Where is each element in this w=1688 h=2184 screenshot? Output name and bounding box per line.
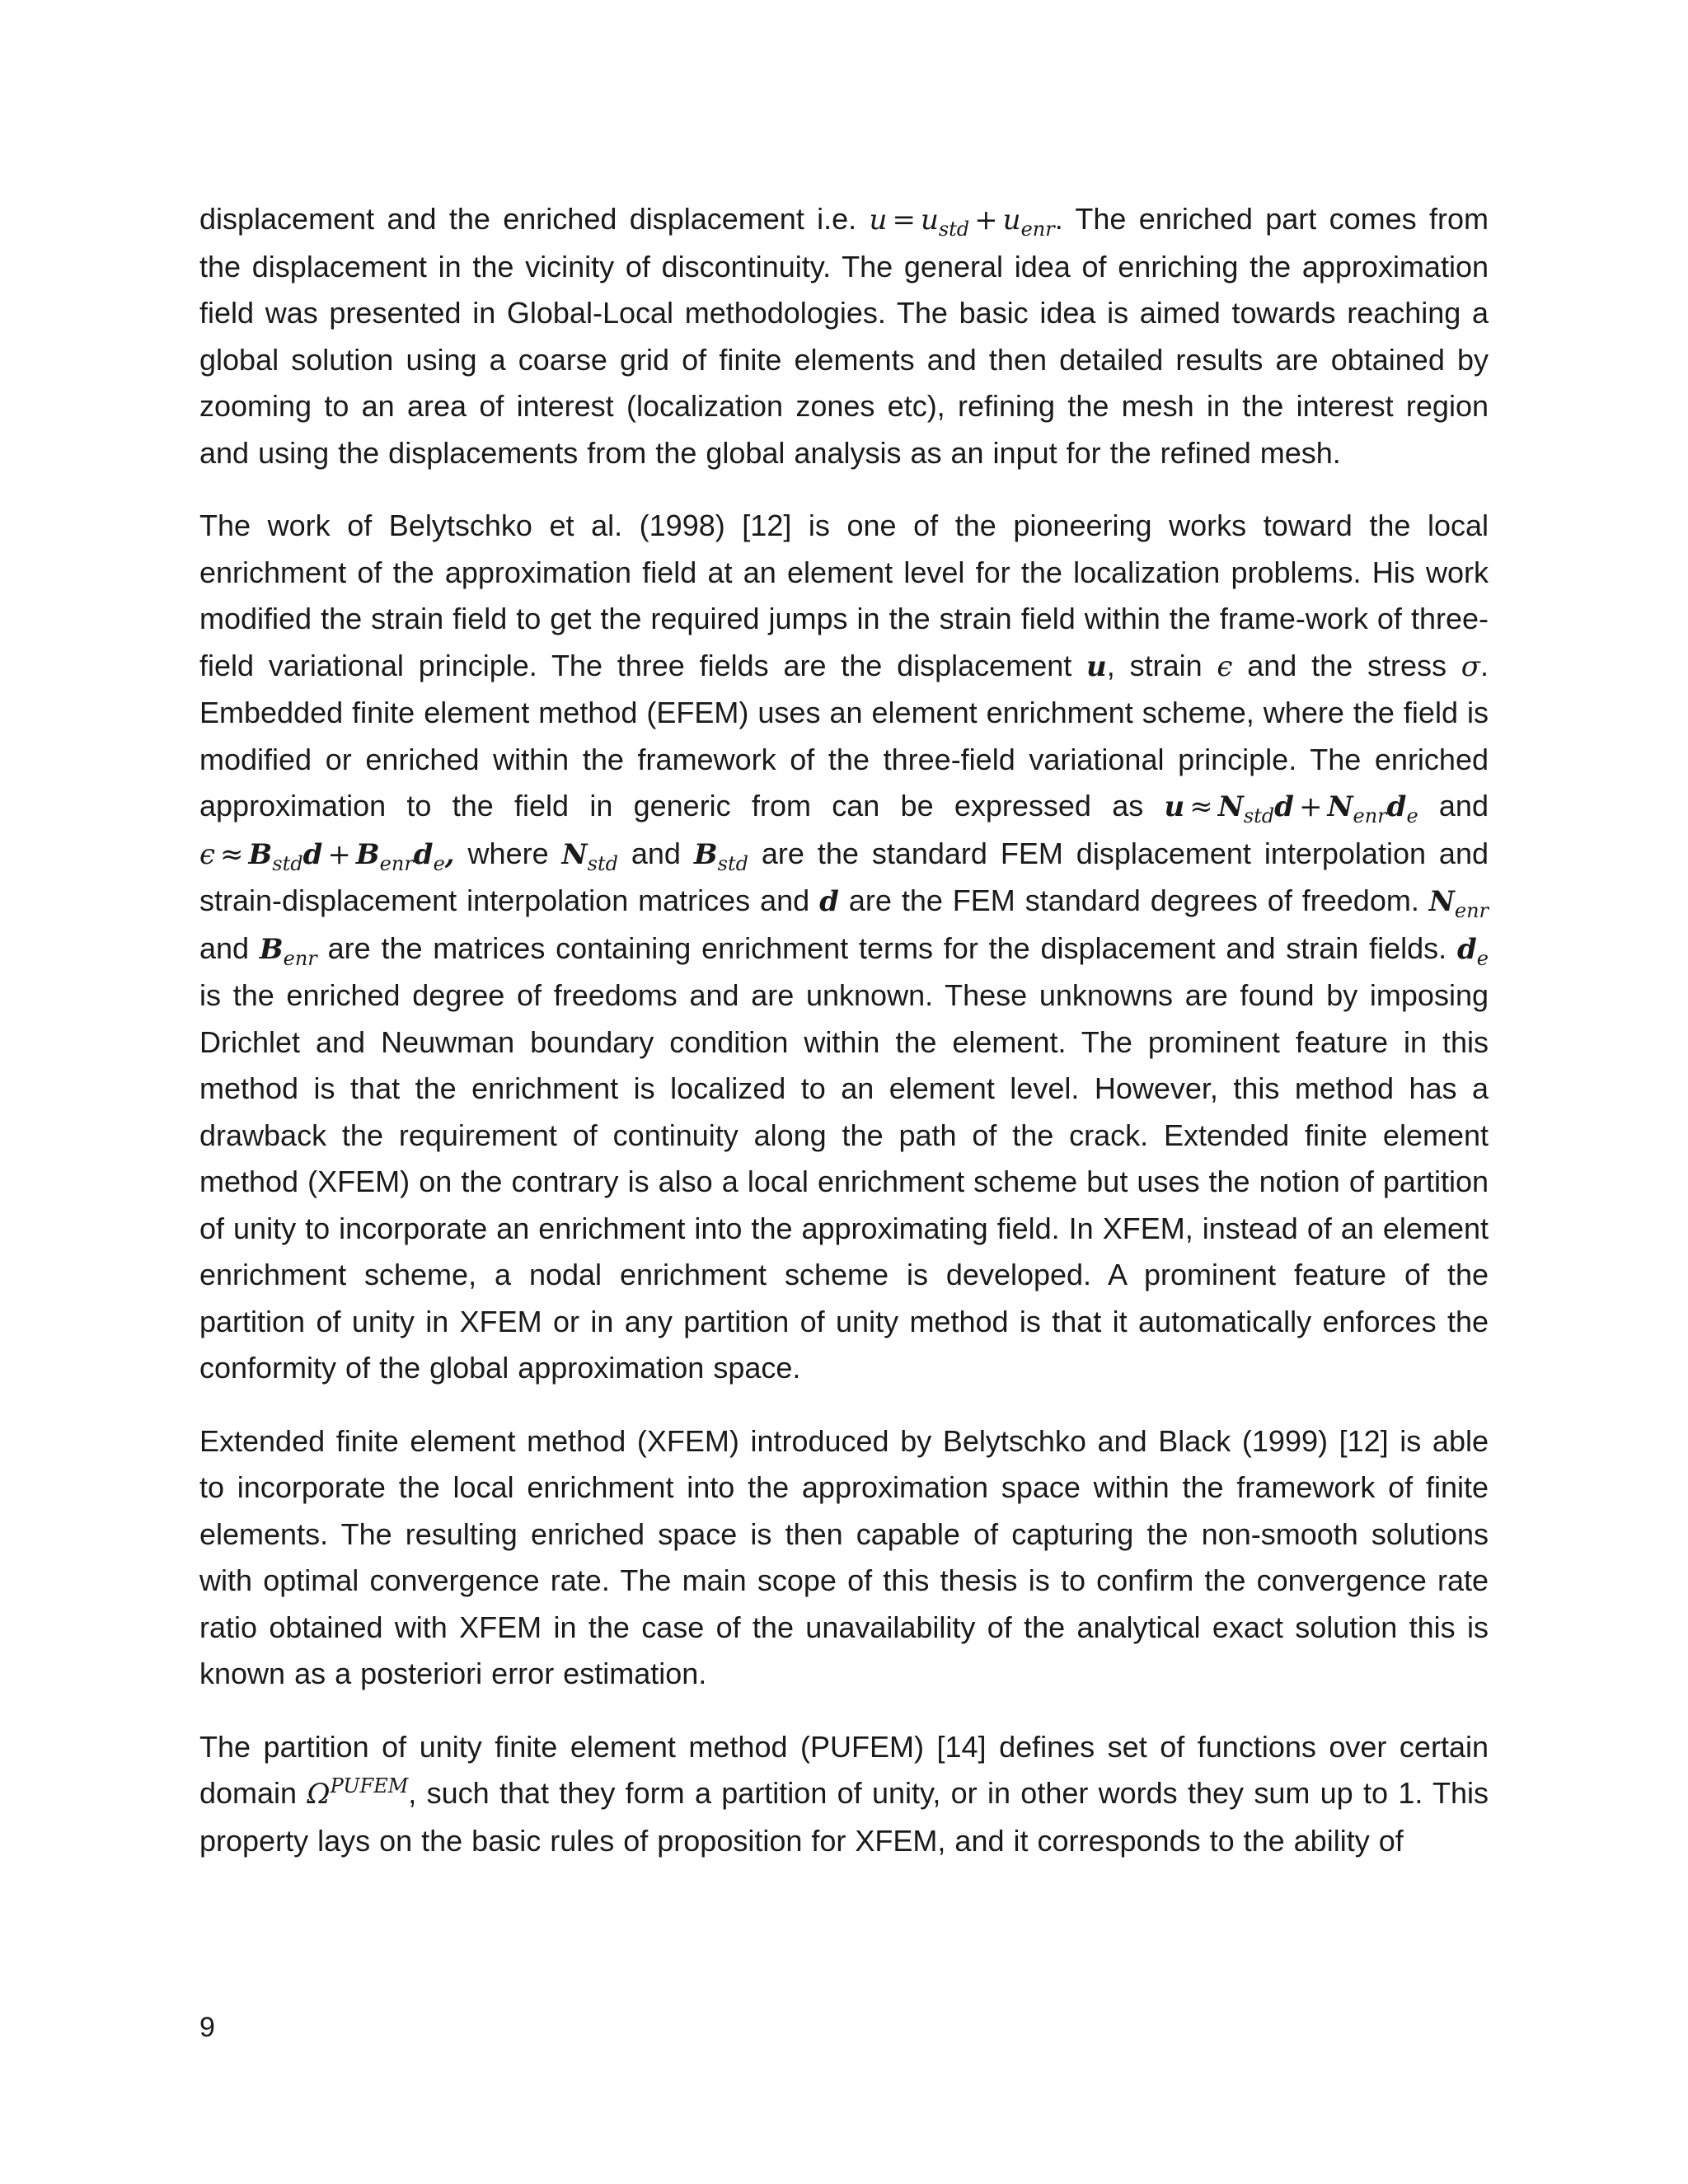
p1-text-a: displacement and the enriched displacement i.e. bbox=[199, 202, 870, 236]
eq2-approx: ≈ bbox=[220, 837, 244, 871]
eq1-d-e: d bbox=[1386, 790, 1407, 823]
p2-text-b: , strain bbox=[1106, 648, 1217, 682]
math-N-sub-enr: enr bbox=[1454, 899, 1489, 923]
math-u-std: u bbox=[920, 204, 939, 237]
paragraph-1 bbox=[199, 196, 1489, 476]
paragraph-2 bbox=[199, 503, 1489, 1392]
p2-text-k: are the matrices containing enrichment terms for the displacement and strain fields. bbox=[316, 930, 1458, 965]
math-d: d bbox=[819, 885, 839, 918]
math-N-std: N bbox=[561, 837, 588, 871]
math-d-e: d bbox=[1457, 932, 1477, 966]
p1-text-b: . The enriched part comes from the displacement in the vicinity of discontinuity. The general idea of enriching the approximation field was presented in Global-Local methodologies. The basic idea is aimed towards reaching a global solution using a coarse grid of finite elements and then detailed results are obtained by zooming to an area of interest (localization zones etc), refining the mesh in the interest region and using the displacements from the global analysis as an input for the refined mesh. bbox=[199, 202, 1489, 470]
p2-text-g: and bbox=[617, 836, 694, 870]
eq2-comma: , bbox=[444, 837, 455, 871]
eq1-plus: + bbox=[1298, 790, 1323, 823]
eq1-N: N bbox=[1217, 790, 1244, 823]
p2-text-h: are the standard FEM displacement interpolation and strain-displacement interpolation matrices and bbox=[199, 836, 1489, 917]
eq2-d-e: d bbox=[413, 837, 434, 871]
p2-text-c: and the stress bbox=[1232, 648, 1461, 682]
eq1-sub-std: std bbox=[1243, 804, 1275, 828]
eq2-sub-enr: enr bbox=[379, 851, 414, 875]
math-sub-enr: enr bbox=[1020, 218, 1055, 241]
eq2-B: B bbox=[248, 837, 273, 871]
math-omega: Ω bbox=[307, 1778, 331, 1811]
p2-text-j: and bbox=[199, 930, 260, 965]
eq1-u: u bbox=[1164, 790, 1185, 823]
eq1-sub-enr: enr bbox=[1353, 804, 1387, 828]
p4-text-b: , such that they form a partition of unity, or in other words they sum up to 1. This property lays on the basic rules of proposition for XFEM, and it corresponds to the ability of bbox=[199, 1776, 1489, 1858]
eq1-sub-e: e bbox=[1406, 804, 1418, 828]
eq2-B-enr: B bbox=[355, 837, 380, 871]
eq2-plus: + bbox=[327, 837, 351, 871]
math-N-sub-std: std bbox=[587, 851, 618, 875]
p2-text-i: are the FEM standard degrees of freedom. bbox=[838, 883, 1429, 917]
p2-text-f: where bbox=[454, 836, 562, 870]
math-u-bold: u bbox=[1086, 649, 1107, 683]
math-omega-sup: PUFEM bbox=[330, 1774, 409, 1797]
math-plus: + bbox=[974, 204, 998, 237]
eq2-sub-std: std bbox=[272, 851, 303, 875]
math-d-sub-e: e bbox=[1476, 946, 1489, 970]
eq1-N-enr: N bbox=[1327, 790, 1353, 823]
p2-text-d: . Embedded finite element method (EFEM) uses an element enrichment scheme, where the field is modified or enriched within the framework of the three-field variational principle. The enriched approximation to the field in generic from can be expressed as bbox=[199, 648, 1489, 823]
p4-text-a: The partition of unity finite element method (PUFEM) [14] defines set of functions over certain domain bbox=[199, 1729, 1489, 1810]
eq2-epsilon: ϵ bbox=[199, 837, 216, 871]
body-text bbox=[199, 196, 1489, 1891]
p2-text-e: and bbox=[1418, 789, 1489, 823]
eq1-d: d bbox=[1274, 790, 1294, 823]
math-B-enr: B bbox=[259, 932, 284, 966]
p2-text-a: The work of Belytschko et al. (1998) [12] is one of the pioneering works toward the local enrichment of the approximation field at an element level for the localization problems. His work modified the strain field to get the required jumps in the strain field within the frame-work of three-field variational principle. The three fields are the displacement bbox=[199, 509, 1489, 682]
paragraph-3: Extended finite element method (XFEM) introduced by Belytschko and Black (1999) [12] is able to incorporate the local enrichment into the approximation space within the framework of finite elements. The resulting enriched space is then capable of capturing the non-smooth solutions with optimal convergence rate. The main scope of this thesis is to confirm the convergence rate ratio obtained with XFEM in the case of the unavailability of the analytical exact solution this is known as a posteriori error estimation. bbox=[199, 1423, 1489, 1690]
math-u: u bbox=[869, 204, 888, 237]
page-number: 9 bbox=[199, 2012, 215, 2043]
math-equals: = bbox=[892, 204, 916, 237]
paragraph-4 bbox=[199, 1724, 1489, 1865]
math-u-enr: u bbox=[1002, 204, 1021, 237]
eq1-approx: ≈ bbox=[1189, 790, 1213, 823]
math-sub-std: std bbox=[938, 218, 970, 241]
p2-text-l: is the enriched degree of freedoms and are unknown. These unknowns are found by imposing Drichlet and Neuwman boundary condition within the element. The prominent feature in this method is that the enrichment is localized to an element level. However, this method has a drawback the requirement of continuity along the path of the crack. Extended finite element method (XFEM) on the contrary is also a local enrichment scheme but uses the notion of partition of unity to incorporate an enrichment into the approximating field. In XFEM, instead of an element enrichment scheme, a nodal enrichment scheme is developed. A prominent feature of the partition of unity in XFEM or in any partition of unity method is that it automatically enforces the conformity of the global approximation space. bbox=[199, 978, 1489, 1385]
math-B-sub-std: std bbox=[717, 851, 748, 875]
math-B-std: B bbox=[693, 837, 718, 871]
eq2-sub-e: e bbox=[433, 851, 445, 875]
eq2-d: d bbox=[302, 837, 323, 871]
math-N-enr: N bbox=[1428, 885, 1455, 918]
math-epsilon: ϵ bbox=[1217, 649, 1233, 683]
math-sigma: σ bbox=[1461, 649, 1480, 683]
math-B-sub-enr: enr bbox=[283, 946, 317, 970]
